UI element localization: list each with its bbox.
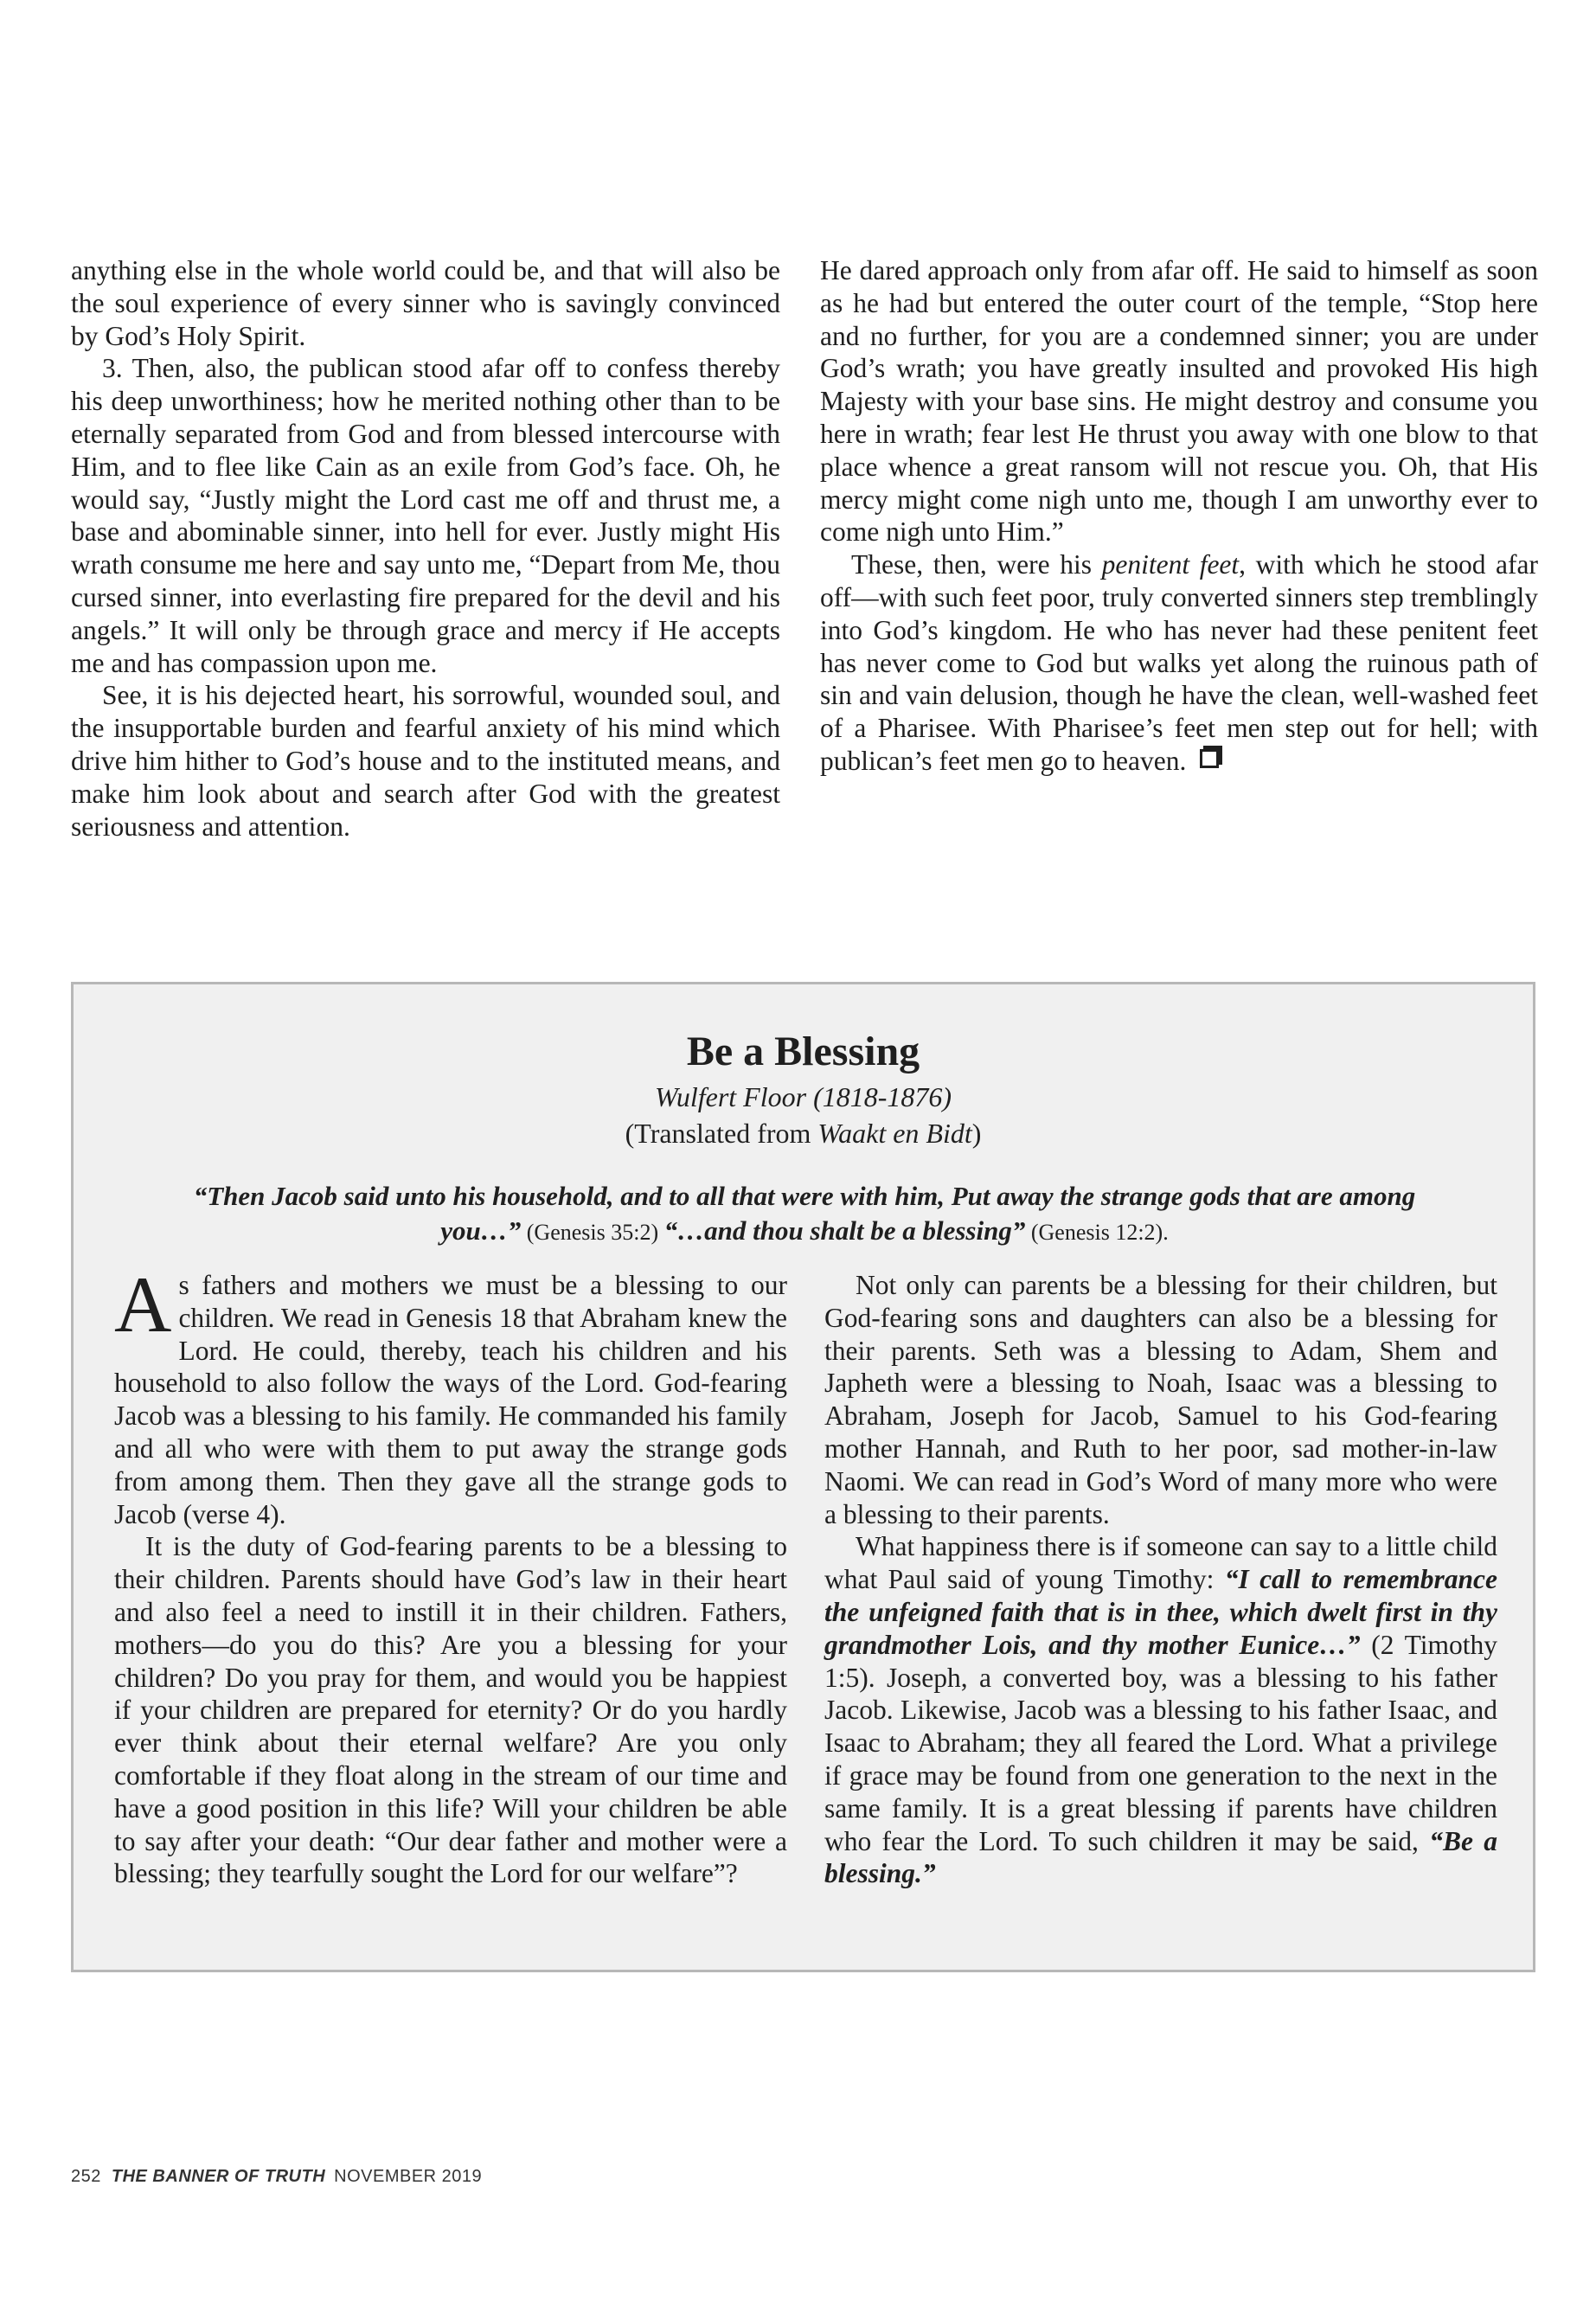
page-number: 252 xyxy=(71,2167,101,2186)
sidebar-paragraph xyxy=(824,1530,1497,1890)
end-of-article-icon xyxy=(1200,749,1219,768)
translation-prefix: (Translated from xyxy=(625,1118,818,1149)
sidebar-title: Be a Blessing xyxy=(686,1029,920,1074)
sidebar-translation-note xyxy=(74,1116,1533,1150)
sidebar-column-right xyxy=(824,1269,1497,1890)
epigraph-reference: (Genesis 35:2) xyxy=(521,1220,664,1245)
drop-cap: A xyxy=(114,1260,172,1349)
closing-quote: “Be a blessing.” xyxy=(824,1825,1497,1889)
epigraph-quote: “…and thou shalt be a blessing” xyxy=(663,1215,1026,1246)
scripture-quote: “I call to remembrance the unfeigned faith that is in thee, which dwelt first in thy grandmother Lois, and thy mother Eunice…” xyxy=(824,1564,1497,1660)
sidebar-text: (2 Timothy 1:5). Joseph, a converted boy, was a blessing to his father Jacob. Likewise, Jacob was a blessing to his father Isaac, and Isaac to Abraham; they all feared the Lord. What a privilege if grace may be found from one generation to the next in the same family. It is a great blessing if parents have children who fear the Lord. To such children it may be said, xyxy=(824,1629,1498,1856)
article-paragraph: anything else in the whole world could be, and that will also be the soul experience of every sinner who is savingly convinced by God’s Holy Spirit. xyxy=(71,255,780,351)
article-column-right xyxy=(820,254,1538,778)
article-paragraph: 3. Then, also, the publican stood afar off to confess thereby his deep unworthiness; how he merited nothing other than to be eternally separated from God and from blessed intercourse with Him, and to flee like Cain as an exile from God’s face. Oh, he would say, “Justly might the Lord cast me off and thrust me, a base and abominable sinner, into hell for ever. Justly might His wrath consume me here and say unto me, “Depart from Me, thou cursed sinner, into everlasting fire prepared for the devil and his angels.” It will only be through grace and mercy if He accepts me and has compassion upon me. xyxy=(71,353,780,678)
sidebar-column-left xyxy=(114,1260,787,1890)
publication-name: THE BANNER OF TRUTH xyxy=(111,2167,326,2186)
page-footer xyxy=(71,2167,482,2187)
emphasis-penitent-feet: penitent feet xyxy=(1101,549,1240,580)
translation-suffix: ) xyxy=(971,1118,982,1149)
sidebar-paragraph: Not only can parents be a blessing for their children, but God-fearing sons and daughters can also be a blessing for their parents. Seth was a blessing to Adam, Shem and Japheth were a blessing to Noah, Isaac was a blessing to Abraham, Joseph for Jacob, Samuel to his God-fearing mother Hannah, and Ruth to her poor, sad mother-in-law Naomi. We can read in God’s Word of many more who were a blessing to their parents. xyxy=(824,1270,1497,1529)
article-paragraph: He dared approach only from afar off. He said to himself as soon as he had but entered the outer court of the temple, “Stop here and no further, for you are a condemned sinner; you are under God’s wrath; you have greatly insulted and provoked His high Majesty with your base sins. He might destroy and consume you here in wrath; fear lest He thrust you away with one blow to that place whence a great ransom will not rescue you. Oh, that His mercy might come nigh unto me, though I am unworthy ever to come nigh unto Him.” xyxy=(820,255,1538,548)
sidebar-paragraph: It is the duty of God-fearing parents to be a blessing to their children. Parents should have God’s law in their heart and also feel a need to instill it in their children. Fathers, mothers—do you do this? Are you a blessing for your children? Do you pray for them, and would you be happiest if your children are prepared for eternity? Or do you hardly ever think about their eternal welfare? Are you only comfortable if they float along in the stream of our time and have a good position in this life? Will your children be able to say after your death: “Our dear father and mother were a blessing; they tearfully sought the Lord for our welfare”? xyxy=(114,1531,787,1889)
sidebar-text: What happiness there is if someone can say to a little child what Paul said of young Timothy: xyxy=(824,1531,1497,1595)
sidebar-author: Wulfert Floor (1818-1876) xyxy=(654,1081,952,1112)
sidebar-epigraph xyxy=(160,1179,1449,1250)
article-text: , with which he stood afar off—with such feet poor, truly converted sinners step tremblingly into God’s kingdom. He who has never had these penitent feet has never come to God but walks yet along the ruinous path of sin and vain delusion, though he have the clean, well-washed feet of a Pharisee. With Pharisee’s feet men step out for hell; with publican’s feet men go to heaven. xyxy=(820,549,1539,776)
sidebar-text: s fathers and mothers we must be a blessing to our children. We read in Genesis 18 that Abraham knew the Lord. He could, thereby, teach his children and his household to also follow the ways of the Lord. God-fearing Jacob was a blessing to his family. He commanded his family and all who were with them to put away the strange gods from among them. Then they gave all the strange gods to Jacob (verse 4). xyxy=(114,1270,787,1529)
article-paragraph: See, it is his dejected heart, his sorrowful, wounded soul, and the insupportable burden and fearful anxiety of his mind which drive him hither to God’s house and to the instituted means, and make him look about and search after God with the greatest seriousness and attention. xyxy=(71,680,780,842)
translation-source: Waakt en Bidt xyxy=(817,1118,972,1149)
article-column-left xyxy=(71,254,780,843)
sidebar-paragraph xyxy=(114,1260,787,1530)
article-paragraph xyxy=(820,548,1538,778)
epigraph-reference: (Genesis 12:2). xyxy=(1025,1220,1169,1245)
sidebar-box xyxy=(71,982,1535,1972)
article-text: These, then, were his xyxy=(851,549,1102,580)
epigraph-quote: “Then Jacob said unto his household, and to all that were with him, Put away the strange gods that are among you…” xyxy=(193,1181,1416,1246)
issue-date: NOVEMBER 2019 xyxy=(334,2167,483,2186)
